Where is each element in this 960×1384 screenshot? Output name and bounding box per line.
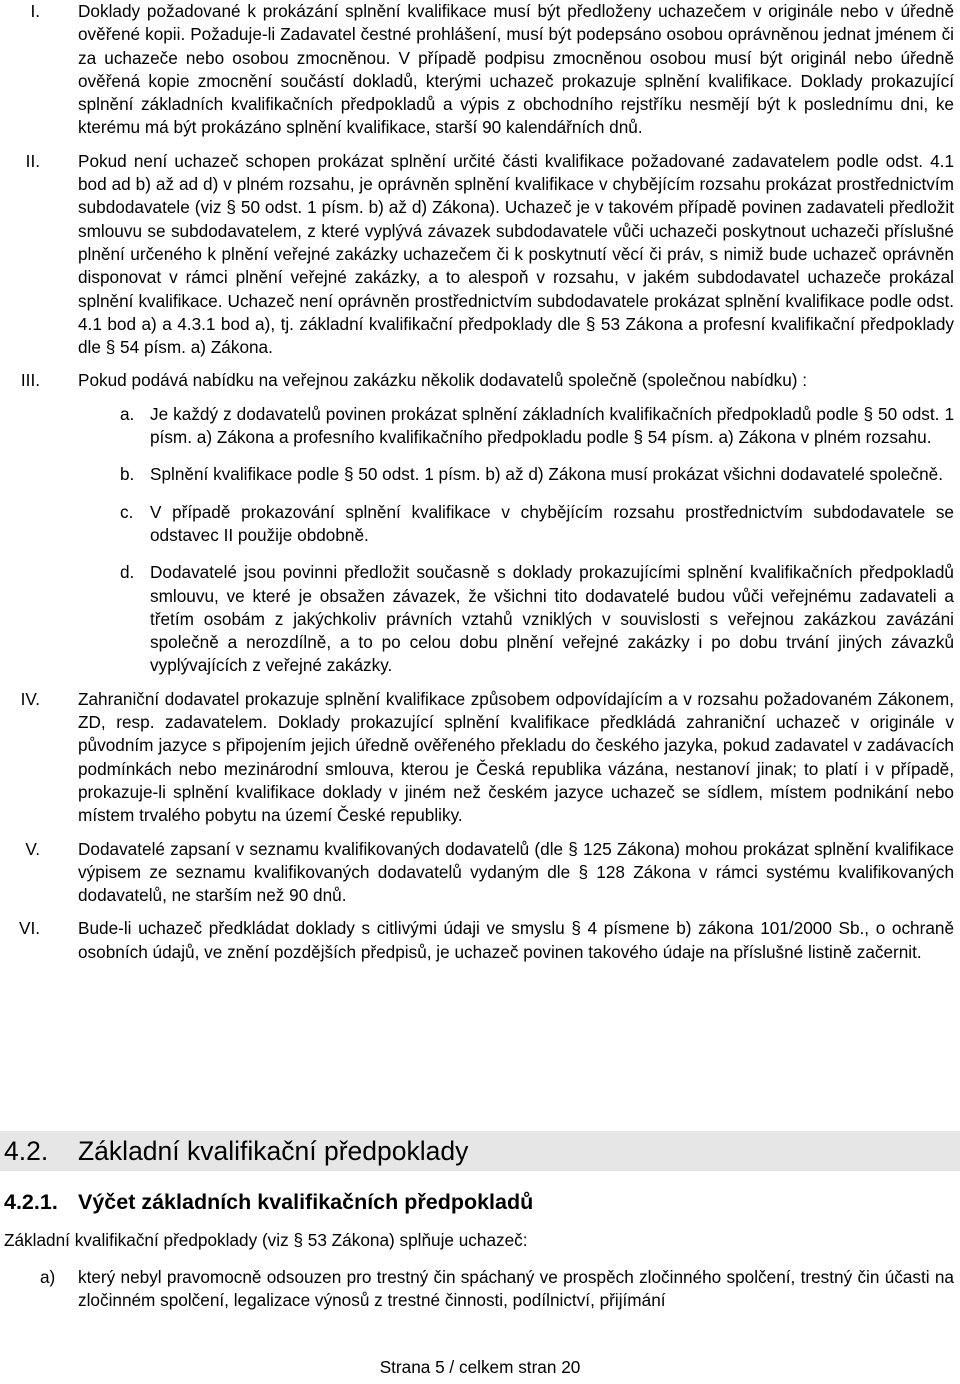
intro-text: Základní kvalifikační předpoklady (viz § 53 Zákona) splňuje uchazeč: xyxy=(4,1230,528,1250)
page-footer: Strana 5 / celkem stran 20 xyxy=(379,1357,581,1377)
list-item-letter: b. xyxy=(120,464,135,485)
heading-title: Výčet základních kvalifikačních předpokladů xyxy=(78,1190,534,1214)
section-text: Bude-li uchazeč předkládat doklady s citlivými údaji ve smyslu § 4 písmene b) zákona 101/2000 Sb., o ochraně osobních údajů, ve znění pozdějších předpisů, je uchazeč povinen takového údaje na příslušné listině začernit. xyxy=(78,918,954,962)
list-item-letter: a. xyxy=(120,403,135,424)
list-item xyxy=(0,463,960,486)
list-item xyxy=(0,561,960,677)
section-2 xyxy=(0,150,960,360)
section-text: Pokud podává nabídku na veřejnou zakázku několik dodavatelů společně (společnou nabídku) : xyxy=(78,370,808,391)
section-5 xyxy=(0,838,960,908)
list-item-text: Splnění kvalifikace podle § 50 odst. 1 písm. b) až d) Zákona musí prokázat všichni dodavatelé společně. xyxy=(150,464,943,485)
section-1 xyxy=(0,0,960,140)
list-item-letter: c. xyxy=(120,501,134,522)
list-item-text: Dodavatelé jsou povinni předložit současně s doklady prokazujícími splnění kvalifikačních předpokladů smlouvu, ve které je obsažen závazek, že všichni tito dodavatelé budou vůči veřejnému zadavateli a třetím osobám z jakýchkoliv právních vztahů vzniklých v souvislosti s veřejnou zakázkou zavázáni společně a nerozdílně, a to po celou dobu plnění veřejné zakázky i po dobu trvání jiných závazků vyplývajících z veřejné zakázky. xyxy=(150,562,954,676)
heading-number: 4.2.1. xyxy=(4,1190,58,1214)
section-text: Dodavatelé zapsaní v seznamu kvalifikovaných dodavatelů (dle § 125 Zákona) mohou prokázat splnění kvalifikace výpisem ze seznamu kvalifikovaných dodavatelů vydaným dle § 128 Zákona v rámci systému kvalifikovaných dodavatelů, ne starším než 90 dnů. xyxy=(78,838,954,906)
list-item-text: který nebyl pravomocně odsouzen pro trestný čin spáchaný ve prospěch zločinného spolčení, trestný čin účasti na zločinném spolčení, legalizace výnosů z trestné činnosti, podílnictví, přijímání xyxy=(78,1267,954,1311)
list-item-letter: d. xyxy=(120,562,135,583)
list-item-text: V případě prokazování splnění kvalifikace v chybějícím rozsahu prostřednictvím subdodavatele se odstavec II použije obdobně. xyxy=(150,501,954,545)
section-text: Pokud není uchazeč schopen prokázat splnění určité části kvalifikace požadované zadavatelem podle odst. 4.1 bod ad b) až ad d) v plném rozsahu, je oprávněn splnění kvalifikace v chybějícím rozsahu prokázat prostřednictvím subdodavatele (viz § 50 odst. 1 písm. b) až d) Zákona). Uchazeč je v takovém případě povinen zadavateli předložit smlouvu se subdodavatelem, z které vyplývá závazek subdodavatele vůči uchazeči poskytnout uchazeči příslušné plnění určeného k plnění veřejné zakázky uchazečem či k poskytnutí věcí či práv, s nimiž bude uchazeč oprávněn disponovat v rámci plnění veřejné zakázky, a to alespoň v rozsahu, v jakém subdodavatel uchazeče prokázal splnění kvalifikace. Uchazeč není oprávněn prostřednictvím subdodavatele prokázat splnění kvalifikace podle odst. 4.1 bod a) a 4.3.1 bod a), tj. základní kvalifikační předpoklady dle § 53 Zákona a profesní kvalifikační předpoklady dle § 54 písm. a) Zákona. xyxy=(78,150,954,358)
section-heading-4-2 xyxy=(0,1131,960,1171)
section-number: V. xyxy=(25,838,40,859)
list-item xyxy=(0,501,960,548)
list-item-letter: a) xyxy=(40,1267,56,1287)
section-number: III. xyxy=(20,370,40,391)
section-number: II. xyxy=(25,150,40,171)
list-item-a xyxy=(0,1266,960,1313)
section-6 xyxy=(0,917,960,964)
section-3 xyxy=(0,369,960,392)
heading-number: 4.2. xyxy=(4,1136,49,1166)
section-text: Zahraniční dodavatel prokazuje splnění kvalifikace způsobem odpovídajícím a v rozsahu požadovaném Zákonem, ZD, resp. zadavatelem. Doklady prokazující splnění kvalifikace předkládá zahraniční uchazeč v originále v původním jazyce s připojením jejich úředně ověřeného překladu do českého jazyka, pokud zadavatel v zadávacích podmínkách nebo mezinárodní smlouva, kterou je Česká republika vázána, nestanoví jinak; to platí i v případě, prokazuje-li splnění kvalifikace doklady v jiném než českém jazyce uchazeč se sídlem, místem podnikání nebo místem trvalého pobytu na území České republiky. xyxy=(78,688,954,826)
section-number: VI. xyxy=(18,918,40,939)
section-text: Doklady požadované k prokázání splnění kvalifikace musí být předloženy uchazečem v originále nebo v úředně ověřené kopii. Požaduje-li Zadavatel čestné prohlášení, musí být podepsáno osobou oprávněnou jednat jménem či za uchazeče nebo osobou zmocněnou. V případě podpisu zmocněnou osobou musí být originál nebo úředně ověřená kopie zmocnění součástí dokladů, kterými uchazeč prokazuje splnění kvalifikace. Doklady prokazující splnění základních kvalifikačních předpokladů a výpis z obchodního rejstříku nesmějí být k poslednímu dni, ke kterému má být prokázáno splnění kvalifikace, starší 90 kalendářních dnů. xyxy=(78,1,954,138)
list-item-text: Je každý z dodavatelů povinen prokázat splnění základních kvalifikačních předpokladů podle § 50 odst. 1 písm. a) Zákona a profesního kvalifikačního předpokladu podle § 54 písm. a) Zákona v plném rozsahu. xyxy=(150,403,954,448)
subsection-heading-4-2-1 xyxy=(0,1188,960,1218)
section-number: I. xyxy=(30,1,40,21)
heading-title: Základní kvalifikační předpoklady xyxy=(78,1136,469,1166)
joint-bid-list xyxy=(0,403,960,678)
section-number: IV. xyxy=(20,688,40,709)
list-item xyxy=(0,403,960,450)
section-4 xyxy=(0,688,960,828)
